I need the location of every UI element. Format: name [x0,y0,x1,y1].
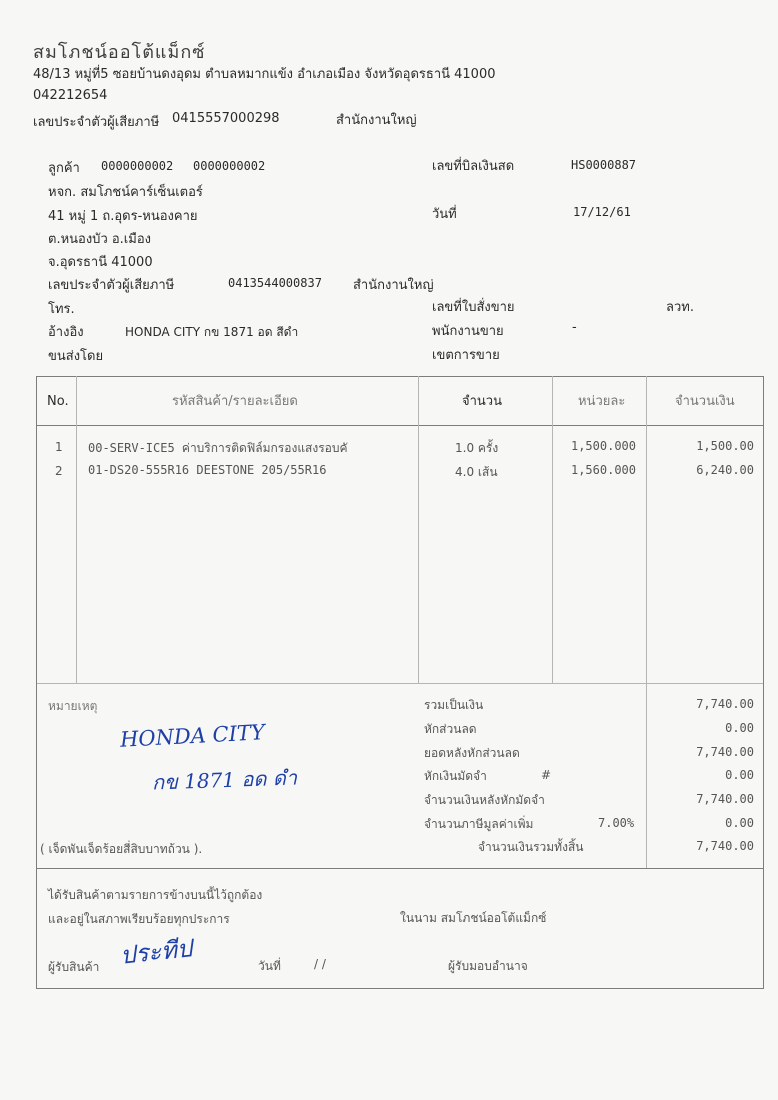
received-statement-1: ได้รับสินค้าตามรายการข้างบนนี้ไว้ถูกต้อง [48,888,263,902]
subtotal-value: 7,740.00 [696,697,754,711]
receiver-signature: ประทีป [118,934,194,970]
salesperson-label: พนักงานขาย [432,324,504,339]
sales-order-label: เลขที่ใบสั่งขาย [432,300,515,315]
reference-value: HONDA CITY กข 1871 อด สีดำ [125,325,299,339]
receiver-label: ผู้รับสินค้า [48,960,100,974]
handwritten-note-plate: กข 1871 อด ดำ [151,765,298,795]
deposit-label: หักเงินมัดจำ [424,769,487,783]
deposit-mark: # [541,768,552,782]
handwritten-note-model: HONDA CITY [119,720,266,752]
company-tax-id: 0415557000298 [172,111,280,126]
customer-address-1: 41 หมู่ 1 ถ.อุดร-หนองคาย [48,209,198,224]
grand-total-value: 7,740.00 [696,839,754,853]
after-discount-label: ยอดหลังหักส่วนลด [424,746,520,760]
customer-code-1: 0000000002 [101,159,174,173]
after-deposit-label: จำนวนเงินหลังหักมัดจำ [424,793,545,807]
vat-rate: 7.00% [598,816,635,830]
vat-label: จำนวนภาษีมูลค่าเพิ่ม [424,817,534,831]
header-no: No. [47,394,69,409]
row-quantity: 4.0 เส้น [455,465,498,479]
customer-label: ลูกค้า [48,161,80,176]
reference-label: อ้างอิง [48,325,84,340]
company-tax-label: เลขประจำตัวผู้เสียภาษี [33,115,160,130]
company-branch: สำนักงานใหญ่ [336,113,417,128]
footer-date-blank: / / [314,957,326,971]
amount-in-words: ( เจ็ดพันเจ็ดร้อยสี่สิบบาทถ้วน ). [40,842,203,856]
customer-code-2: 0000000002 [193,159,266,173]
discount-label: หักส่วนลด [424,722,477,736]
deposit-value: 0.00 [725,768,754,782]
customer-address-2: ต.หนองบัว อ.เมือง [48,232,151,247]
shipping-label: ขนส่งโดย [48,349,104,364]
authorized-person-label: ผู้รับมอบอำนาจ [448,959,528,973]
customer-branch: สำนักงานใหญ่ [353,278,434,293]
customer-address-3: จ.อุดรธานี 41000 [48,255,153,270]
bill-date-label: วันที่ [432,207,457,222]
after-deposit-value: 7,740.00 [696,792,754,806]
received-statement-2: และอยู่ในสภาพเรียบร้อยทุกประการ [48,912,230,926]
customer-tax-id: 0413544000837 [228,276,322,290]
header-quantity: จำนวน [462,394,502,409]
row-unit-price: 1,500.000 [570,439,636,453]
customer-name: หจก. สมโภชน์คาร์เซ็นเตอร์ [48,185,203,200]
salesperson-value: - [572,320,577,335]
company-address: 48/13 หมู่ที่5 ซอยบ้านดงอุดม ตำบลหมากแข้ง อำเภอเมือง จังหวัดอุดรธานี 41000 [33,67,496,82]
sales-order-value: ลวท. [666,300,694,315]
header-unit-price: หน่วยละ [578,394,626,409]
bill-number: HS0000887 [571,158,637,172]
customer-tax-label: เลขประจำตัวผู้เสียภาษี [48,278,175,293]
after-discount-value: 7,740.00 [696,745,754,759]
subtotal-label: รวมเป็นเงิน [424,698,484,712]
customer-phone-label: โทร. [48,302,75,317]
header-amount: จำนวนเงิน [675,394,735,409]
discount-value: 0.00 [725,721,754,735]
row-description: 00-SERV-ICE5 ค่าบริการติดฟิล์มกรองแสงรอบคั [88,441,348,455]
row-unit-price: 1,560.000 [570,463,636,477]
row-description: 01-DS20-555R16 DEESTONE 205/55R16 [88,463,327,477]
row-number: 1 [55,440,63,454]
row-amount: 6,240.00 [696,463,754,477]
row-number: 2 [55,464,63,478]
remark-label: หมายเหตุ [48,699,98,713]
bill-number-label: เลขที่บิลเงินสด [432,159,515,174]
footer-date-label: วันที่ [258,959,281,973]
row-amount: 1,500.00 [696,439,754,453]
vat-value: 0.00 [725,816,754,830]
company-name: สมโภชน์ออโต้แม็กซ์ [33,42,206,63]
grand-total-label: จำนวนเงินรวมทั้งสิ้น [478,840,584,854]
header-description: รหัสสินค้า/รายละเอียด [172,394,298,409]
on-behalf-of: ในนาม สมโภชน์ออโต้แม็กซ์ [400,911,547,925]
bill-date: 17/12/61 [573,205,631,219]
row-quantity: 1.0 ครั้ง [455,441,499,455]
company-phone: 042212654 [33,88,108,103]
sales-area-label: เขตการขาย [432,348,500,363]
